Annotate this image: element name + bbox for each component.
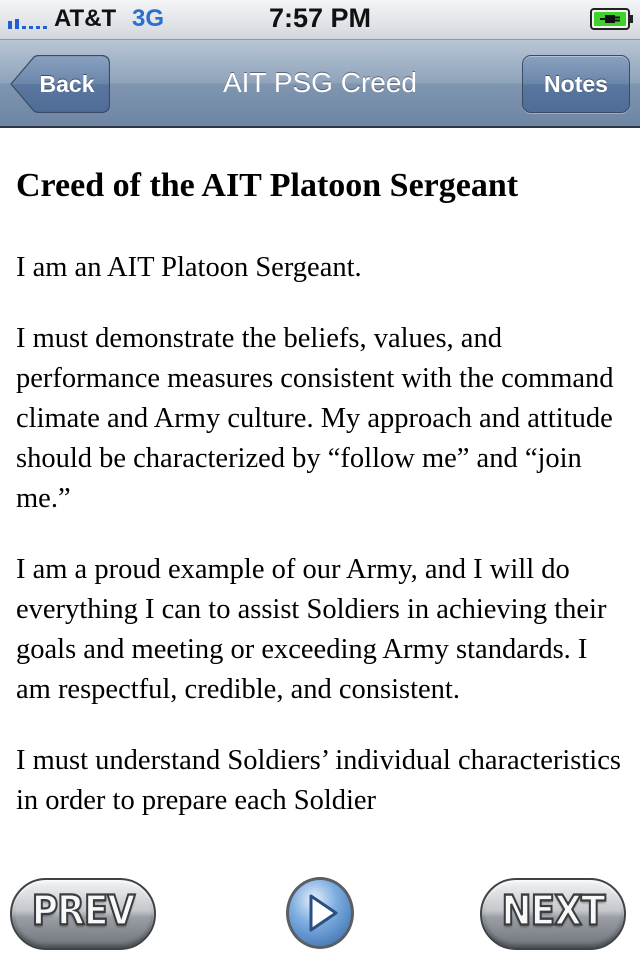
creed-paragraph-2: I must demonstrate the beliefs, values, and performance measures consistent with the command climate and Army culture. My approach and attitude should be characterized by “follow me” and “join me.” [16,323,614,514]
status-time: 7:57 PM [268,3,372,33]
navigation-bar [0,40,640,128]
creed-text [16,248,628,852]
creed-paragraph-3: I am a proud example of our Army, and I will do everything I can to assist Soldiers in achieving their goals and meeting or exceeding Army standards. I am respectful, credible, and consistent. [16,554,607,705]
status-bar [0,0,640,40]
creed-paragraph-4: I must understand Soldiers’ individual characteristics in order to prepare each Soldier [16,745,621,816]
back-button-label: Back [39,71,95,97]
play-icon[interactable] [284,874,356,952]
battery-charging-icon [590,8,634,30]
creed-heading: Creed of the AIT Platoon Sergeant [16,167,519,204]
carrier-name: AT&T [54,5,117,32]
creed-content[interactable] [0,128,640,860]
next-button-label: NEXT [501,887,605,935]
prev-button[interactable] [10,878,156,950]
prev-button-label: PREV [31,887,135,935]
back-button[interactable] [10,55,110,113]
next-button[interactable] [480,878,626,950]
bottom-toolbar [0,860,640,960]
network-type: 3G [132,5,165,32]
page-title: AIT PSG Creed [222,67,417,98]
notes-button[interactable]: Notes [522,55,630,113]
creed-paragraph-1: I am an AIT Platoon Sergeant. [16,252,362,283]
